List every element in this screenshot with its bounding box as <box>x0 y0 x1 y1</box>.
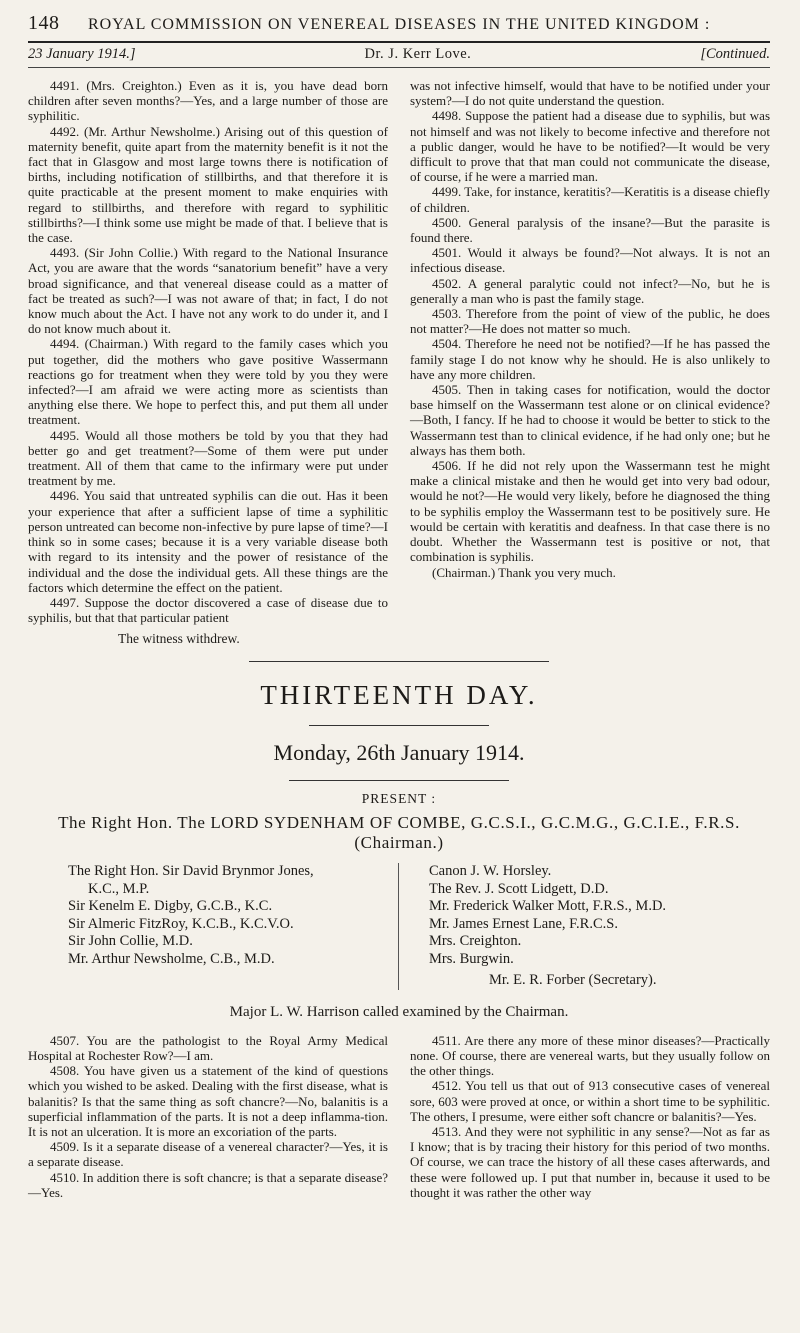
paragraph: 4511. Are there any more of these minor diseases?—Practically none. Of course, there are venereal warts, but they usually follow on the other things. <box>410 1032 770 1079</box>
section-divider <box>249 661 549 662</box>
member: Mr. Arthur Newsholme, C.B., M.D. <box>68 950 275 967</box>
member: The Rev. J. Scott Lidgett, D.D. <box>429 880 609 897</box>
day-title: THIRTEENTH DAY. <box>260 680 538 711</box>
paragraph: 4496. You said that untreated syphilis can die out. Has it been your experience that after a sufficient lapse of time a syphilitic person untreated can become non-infective by pure lapse of time?—I think so in some cases; because it is a very variable disease both with regard to its intensity and the power of resistance of the individual and the dose the individual gets. All these things are the factors which determine the effect on the patient. <box>28 488 388 595</box>
header-rule <box>28 41 770 43</box>
member: K.C., M.P. <box>88 880 150 897</box>
chairman-line <box>28 813 770 853</box>
running-title: ROYAL COMMISSION ON VENEREAL DISEASES IN THE UNITED KINGDOM : <box>88 16 711 33</box>
chairman-name: The Right Hon. The LORD SYDENHAM OF COMBE, G.C.S.I., G.C.M.G., G.C.I.E., F.R.S. <box>58 813 740 833</box>
paragraph: 4501. Would it always be found?—Not always. It is not an infectious disease. <box>410 245 770 276</box>
paragraph: 4504. Therefore he need not be notified?—If he has passed the family stage I do not know why he should. He is also unlikely to have any more children. <box>410 336 770 382</box>
paragraph: 4507. You are the pathologist to the Royal Army Medical Hospital at Rochester Row?—I am. <box>28 1032 388 1064</box>
paragraph: 4505. Then in taking cases for notification, would the doctor base himself on the Wassermann test alone or on clinical evidence?—Both, I fancy. If he had to choose it would be better to stick to the Wassermann test than to clinical evidence, if he had only one; but he always has them both. <box>410 382 770 458</box>
paragraph: 4492. (Mr. Arthur Newsholme.) Arising out of this question of maternity benefit, quite apart from the maternity benefit is it not the fact that in Glasgow and most large towns there is notification of births, including notification of stillbirths, and that therefore it is quite practicable at the present moment to make enquiries with regard to stillbirths, and therefore with regard to syphilitic stillbirths?—I think some use might be made of that. I believe that is the case. <box>28 123 388 246</box>
paragraph: 4495. Would all those mothers be told by you that they had better go and get treatment?—Some of them were put under treatment. All of them that came to the infirmary were put under treatment by me. <box>28 427 388 489</box>
members-left <box>28 863 399 990</box>
paragraph: 4509. Is it a separate disease of a venereal character?—Yes, it is a separate disease. <box>28 1139 388 1170</box>
member: Mr. James Ernest Lane, F.R.C.S. <box>429 915 618 932</box>
member: Sir Kenelm E. Digby, G.C.B., K.C. <box>68 898 273 915</box>
paragraph: 4503. Therefore from the point of view of the public, he does not matter?—He does not matter so much. <box>410 306 770 337</box>
chairman-role: (Chairman.) <box>354 833 444 853</box>
paragraph: 4506. If he did not rely upon the Wassermann test he might make a clinical mistake and then he would get into very bad odour, would he not?—He would very likely, before he diagnosed the thing to be syphilis employ the Wassermann test to be positively sure. He would be certain with keratitis and deafness. In that case there is no doubt. Whether the Wassermann test is positive or not, that combination is syphilis. <box>410 458 770 565</box>
sub-rule <box>28 67 770 68</box>
paragraph: 4493. (Sir John Collie.) With regard to the National Insurance Act, you are aware that the words “sanatorium benefit” have a very broad significance, and that venereal disease could as a matter of fact be treated as such?—I was not aware of that; in fact, I do not know much about the Act. I have not any work to do under it, and I do not know much about it. <box>28 245 388 337</box>
witness-called: Major L. W. Harrison called examined by the Chairman. <box>229 1003 569 1020</box>
paragraph: 4502. A general paralytic could not infect?—No, but he is generally a man who is past the family stage. <box>410 275 770 306</box>
paragraph: 4510. In addition there is soft chancre; is that a separate disease?—Yes. <box>28 1169 388 1200</box>
paragraph: 4491. (Mrs. Creighton.) Even as it is, you have dead born children after seven months?—Yes, and a large number of those are syphilitic. <box>28 78 388 124</box>
paragraph: 4512. You tell us that out of 913 consecutive cases of venereal sore, 603 were proved at once, or within a short time to be syphilitic. The others, I presume, were either soft chancre or balanitis?—Yes. <box>410 1078 770 1124</box>
page-number: 148 <box>28 12 60 34</box>
member: Canon J. W. Horsley. <box>429 863 552 880</box>
present-label: PRESENT : <box>361 791 437 807</box>
evidence-columns <box>28 78 770 625</box>
left-column-2 <box>28 1033 388 1200</box>
paragraph: 4497. Suppose the doctor discovered a case of disease due to syphilis, but that that particular patient <box>28 594 388 626</box>
day-date: Monday, 26th January 1914. <box>273 740 525 766</box>
members-list <box>28 863 770 990</box>
member: Sir John Collie, M.D. <box>68 933 193 950</box>
paragraph: 4499. Take, for instance, keratitis?—Keratitis is a disease chiefly of children. <box>410 184 770 215</box>
paragraph: 4508. You have given us a statement of the kind of questions which you wished to be asked. Dealing with the first disease, what is balanitis? Is that the same thing as soft chancre?—No, balanitis is a superficial inflammation of the parts. It is not a deep inflamma-tion. It is not an ulceration. It is more an excoriation of the parts. <box>28 1063 388 1140</box>
secretary: Mr. E. R. Forber (Secretary). <box>489 972 657 989</box>
date-line <box>28 46 770 63</box>
session-date: 23 January 1914.] <box>28 46 136 62</box>
members-right <box>399 863 666 990</box>
section-divider <box>309 725 489 726</box>
evidence-columns-2 <box>28 1033 770 1200</box>
section-divider <box>289 780 509 781</box>
continued-label: [Continued. <box>700 46 770 62</box>
paragraph: (Chairman.) Thank you very much. <box>432 564 616 580</box>
paragraph: 4494. (Chairman.) With regard to the family cases which you put together, did the mothers who gave positive Wassermann reactions go for treatment when they were told by you they were infected?—I am afraid we were acting more as scientists than anything else there. We hope to perfect this, and put them all under treatment. <box>28 336 388 428</box>
left-column <box>28 78 388 625</box>
member: The Right Hon. Sir David Brynmor Jones, <box>68 863 314 880</box>
member: Mrs. Burgwin. <box>429 950 514 967</box>
witness-name: Dr. J. Kerr Love. <box>364 46 472 62</box>
paragraph: 4500. General paralysis of the insane?—But the parasite is found there. <box>410 214 770 246</box>
member: Mrs. Creighton. <box>429 933 522 950</box>
witness-withdrew: The witness withdrew. <box>118 631 240 647</box>
paragraph: was not infective himself, would that have to be notified under your system?—I do not quite understand the question. <box>410 78 770 109</box>
right-column-2 <box>410 1033 770 1200</box>
paragraph: 4498. Suppose the patient had a disease due to syphilis, but was not himself and was not likely to become infective and therefore not a public danger, would he have to be notified?—It would be very difficult to prove that that man could not communicate the disease, of course, if he were a married man. <box>410 108 770 185</box>
member: Sir Almeric FitzRoy, K.C.B., K.C.V.O. <box>68 915 294 932</box>
paragraph: 4513. And they were not syphilitic in any sense?—Not as far as I know; that is by tracing their history for this period of two months. Of course, we can trace the history of all these cases afterwards, and these were followed up. I put that number in, because it used to be thought it was rather the other way <box>410 1124 770 1200</box>
running-head <box>28 12 770 35</box>
right-column <box>410 78 770 625</box>
member: Mr. Frederick Walker Mott, F.R.S., M.D. <box>429 898 667 915</box>
